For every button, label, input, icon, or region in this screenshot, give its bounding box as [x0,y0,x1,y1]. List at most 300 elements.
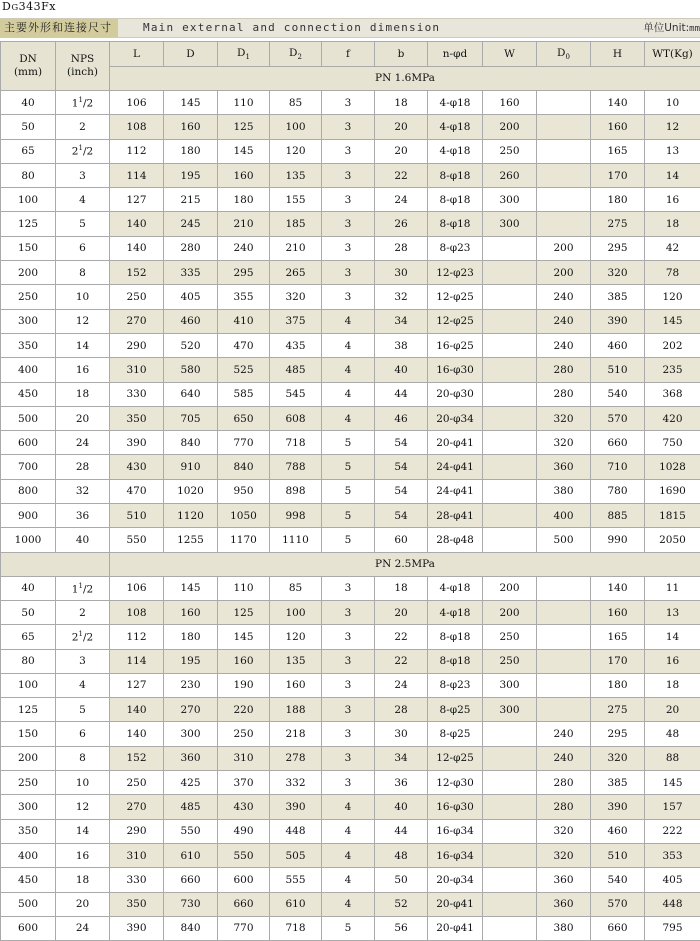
cell-h: 660 [591,431,645,455]
cell-h: 165 [591,625,645,649]
cell-l: 470 [110,479,164,503]
cell-bolt-holes: 8-φ25 [428,698,483,722]
cell-l: 106 [110,91,164,115]
cell-d0: 380 [537,479,591,503]
cell-f: 4 [322,333,375,357]
cell-dn: 300 [1,309,56,333]
cell-bolt-holes: 20-φ41 [428,892,483,916]
cell-d: 485 [164,795,218,819]
cell-d2: 278 [270,746,322,770]
cell-l: 140 [110,698,164,722]
header-d1: $D_1$ [218,42,270,67]
cell-bolt-holes: 4-φ18 [428,91,483,115]
pressure-row-2 [1,552,700,576]
cell-h: 160 [591,600,645,624]
cell-d: 145 [164,91,218,115]
cell-f: 4 [322,406,375,430]
cell-bolt-holes: 20-φ41 [428,916,483,940]
cell-h: 385 [591,771,645,795]
cell-d0 [537,673,591,697]
cell-h: 660 [591,916,645,940]
cell-h: 390 [591,309,645,333]
cell-w: 250 [483,139,537,163]
cell-f: 3 [322,236,375,260]
cell-w: 300 [483,212,537,236]
cell-b: 24 [375,188,428,212]
cell-d0: 240 [537,309,591,333]
cell-dn: 150 [1,236,56,260]
cell-d1: 145 [218,625,270,649]
cell-f: 3 [322,139,375,163]
cell-d0: 280 [537,382,591,406]
cell-f: 3 [322,285,375,309]
table-row [1,309,700,333]
cell-b: 22 [375,649,428,673]
header-bolt-holes: n-φd [428,42,483,67]
cell-nps: 12 [56,309,110,333]
cell-b: 30 [375,722,428,746]
cell-weight: 405 [645,868,700,892]
table-row [1,916,700,940]
cell-dn: 500 [1,892,56,916]
cell-bolt-holes: 12-φ25 [428,309,483,333]
cell-nps: 3 [56,163,110,187]
cell-nps: 24 [56,431,110,455]
cell-w [483,771,537,795]
cell-nps: 8 [56,261,110,285]
cell-d: 230 [164,673,218,697]
header-f: f [322,42,375,67]
cell-d0 [537,115,591,139]
cell-d: 280 [164,236,218,260]
cell-d1: 430 [218,795,270,819]
cell-nps: 8 [56,746,110,770]
cell-w [483,722,537,746]
cell-l: 270 [110,309,164,333]
cell-bolt-holes: 20-φ34 [428,868,483,892]
cell-weight: 13 [645,600,700,624]
cell-dn: 50 [1,600,56,624]
cell-weight: 145 [645,309,700,333]
cell-bolt-holes: 8-φ23 [428,673,483,697]
cell-f: 4 [322,795,375,819]
cell-nps: 6 [56,722,110,746]
cell-dn: 125 [1,698,56,722]
cell-dn: 50 [1,115,56,139]
table-row [1,673,700,697]
cell-b: 44 [375,382,428,406]
cell-l: 330 [110,382,164,406]
cell-f: 3 [322,163,375,187]
cell-l: 250 [110,285,164,309]
cell-b: 34 [375,746,428,770]
cell-nps: $1^1/2$ [56,576,110,600]
cell-dn: 400 [1,358,56,382]
table-row [1,455,700,479]
table-row [1,795,700,819]
cell-d: 195 [164,649,218,673]
cell-d0 [537,163,591,187]
table-row [1,600,700,624]
table-row [1,212,700,236]
table-row [1,746,700,770]
cell-l: 510 [110,504,164,528]
cell-dn: 800 [1,479,56,503]
cell-weight: 10 [645,91,700,115]
cell-d: 425 [164,771,218,795]
cell-nps: 20 [56,406,110,430]
cell-bolt-holes: 24-φ41 [428,479,483,503]
cell-nps: 10 [56,285,110,309]
cell-bolt-holes: 24-φ41 [428,455,483,479]
cell-d1: 600 [218,868,270,892]
table-row [1,431,700,455]
cell-w [483,358,537,382]
cell-d: 1120 [164,504,218,528]
cell-d1: 490 [218,819,270,843]
cell-d: 840 [164,431,218,455]
cell-d: 360 [164,746,218,770]
cell-b: 28 [375,698,428,722]
cell-dn: 350 [1,333,56,357]
header-b: b [375,42,428,67]
cell-b: 22 [375,163,428,187]
cell-b: 18 [375,91,428,115]
cell-f: 4 [322,819,375,843]
cell-d2: 998 [270,504,322,528]
header-w: W [483,42,537,67]
cell-nps: 32 [56,479,110,503]
cell-d0: 320 [537,431,591,455]
cell-b: 52 [375,892,428,916]
cell-d1: 950 [218,479,270,503]
cell-f: 5 [322,479,375,503]
cell-w: 300 [483,673,537,697]
cell-nps: 14 [56,333,110,357]
cell-d2: 120 [270,139,322,163]
cell-d1: 770 [218,431,270,455]
cell-d1: 180 [218,188,270,212]
cell-nps: 18 [56,868,110,892]
cell-d: 640 [164,382,218,406]
cell-d2: 390 [270,795,322,819]
header-nps: NPS (inch) [56,42,110,91]
unit-label-text: 单位Unit: [643,22,689,34]
cell-b: 48 [375,843,428,867]
cell-b: 50 [375,868,428,892]
cell-d2: 545 [270,382,322,406]
cell-w: 260 [483,163,537,187]
cell-b: 36 [375,771,428,795]
cell-weight: 1690 [645,479,700,503]
cell-d: 705 [164,406,218,430]
cell-f: 3 [322,212,375,236]
cell-b: 40 [375,358,428,382]
unit-value: mm [689,24,700,34]
cell-dn: 65 [1,139,56,163]
cell-h: 295 [591,236,645,260]
cell-f: 3 [322,115,375,139]
cell-h: 180 [591,188,645,212]
cell-h: 510 [591,358,645,382]
cell-h: 540 [591,868,645,892]
cell-d2: 1110 [270,528,322,552]
header-l: L [110,42,164,67]
header-row [1,42,700,67]
cell-d1: 160 [218,163,270,187]
cell-l: 550 [110,528,164,552]
cell-weight: 202 [645,333,700,357]
cell-h: 460 [591,819,645,843]
cell-d2: 265 [270,261,322,285]
cell-b: 54 [375,479,428,503]
cell-d: 160 [164,115,218,139]
cell-f: 3 [322,188,375,212]
cell-d2: 718 [270,431,322,455]
cell-d1: 410 [218,309,270,333]
cell-h: 460 [591,333,645,357]
cell-d2: 218 [270,722,322,746]
cell-bolt-holes: 16-φ34 [428,843,483,867]
cell-d1: 650 [218,406,270,430]
cell-dn: 600 [1,916,56,940]
cell-d1: 110 [218,576,270,600]
cell-w [483,333,537,357]
cell-d1: 1050 [218,504,270,528]
cell-d2: 85 [270,91,322,115]
cell-f: 3 [322,600,375,624]
cell-bolt-holes: 4-φ18 [428,600,483,624]
cell-h: 165 [591,139,645,163]
cell-f: 3 [322,746,375,770]
cell-d: 335 [164,261,218,285]
cell-bolt-holes: 8-φ18 [428,625,483,649]
cell-dn: 250 [1,285,56,309]
cell-weight: 1815 [645,504,700,528]
cell-d: 160 [164,600,218,624]
cell-d2: 448 [270,819,322,843]
cell-w: 300 [483,188,537,212]
cell-dn: 150 [1,722,56,746]
cell-w [483,261,537,285]
cell-nps: 14 [56,819,110,843]
table-row [1,771,700,795]
cell-bolt-holes: 16-φ30 [428,358,483,382]
cell-nps: 16 [56,843,110,867]
cell-nps: 12 [56,795,110,819]
cell-dn: 300 [1,795,56,819]
cell-d0: 280 [537,795,591,819]
table-row [1,285,700,309]
cell-bolt-holes: 8-φ18 [428,188,483,212]
table-row [1,382,700,406]
cell-l: 390 [110,431,164,455]
cell-d: 660 [164,868,218,892]
cell-nps: 10 [56,771,110,795]
cell-nps: 2 [56,115,110,139]
cell-d1: 525 [218,358,270,382]
cell-d0 [537,139,591,163]
cell-weight: 12 [645,115,700,139]
cell-b: 20 [375,139,428,163]
cell-dn: 600 [1,431,56,455]
cell-d2: 120 [270,625,322,649]
cell-w [483,892,537,916]
cell-d2: 610 [270,892,322,916]
cell-weight: 448 [645,892,700,916]
cell-f: 3 [322,261,375,285]
cell-l: 127 [110,188,164,212]
cell-h: 275 [591,212,645,236]
cell-d2: 898 [270,479,322,503]
cell-w [483,746,537,770]
cell-dn: 350 [1,819,56,843]
cell-dn: 40 [1,91,56,115]
cell-d1: 220 [218,698,270,722]
cell-d2: 85 [270,576,322,600]
cell-weight: 16 [645,188,700,212]
cell-b: 54 [375,431,428,455]
cell-d0: 240 [537,285,591,309]
table-header [1,42,700,91]
cell-h: 385 [591,285,645,309]
cell-bolt-holes: 20-φ30 [428,382,483,406]
cell-f: 3 [322,698,375,722]
cell-b: 38 [375,333,428,357]
cell-weight: 353 [645,843,700,867]
cell-b: 18 [375,576,428,600]
cell-weight: 48 [645,722,700,746]
table-row [1,91,700,115]
cell-bolt-holes: 16-φ30 [428,795,483,819]
cell-weight: 235 [645,358,700,382]
cell-d0 [537,91,591,115]
cell-dn: 65 [1,625,56,649]
cell-w: 200 [483,576,537,600]
cell-w: 250 [483,625,537,649]
cell-d2: 375 [270,309,322,333]
cell-d1: 250 [218,722,270,746]
cell-d0: 240 [537,722,591,746]
cell-h: 710 [591,455,645,479]
cell-weight: 88 [645,746,700,770]
cell-w [483,406,537,430]
cell-f: 5 [322,504,375,528]
cell-d: 180 [164,625,218,649]
cell-dn: 100 [1,188,56,212]
cell-d0 [537,188,591,212]
cell-d: 180 [164,139,218,163]
cell-dn: 450 [1,868,56,892]
cell-l: 140 [110,722,164,746]
cell-h: 180 [591,673,645,697]
cell-nps: 5 [56,212,110,236]
cell-f: 3 [322,722,375,746]
cell-b: 54 [375,455,428,479]
cell-nps: 20 [56,892,110,916]
cell-bolt-holes: 28-φ48 [428,528,483,552]
cell-l: 310 [110,843,164,867]
cell-d2: 505 [270,843,322,867]
cell-h: 275 [591,698,645,722]
cell-weight: 1028 [645,455,700,479]
cell-dn: 200 [1,261,56,285]
header-d2: $D_2$ [270,42,322,67]
cell-l: 290 [110,333,164,357]
cell-d0: 320 [537,406,591,430]
cell-weight: 420 [645,406,700,430]
cell-w: 160 [483,91,537,115]
cell-w: 250 [483,649,537,673]
cell-d2: 188 [270,698,322,722]
cell-d0: 280 [537,358,591,382]
cell-d1: 310 [218,746,270,770]
cell-b: 46 [375,406,428,430]
title-chinese: 主要外形和连接尺寸 [0,19,118,37]
cell-weight: 13 [645,139,700,163]
cell-d2: 608 [270,406,322,430]
cell-d0 [537,625,591,649]
cell-bolt-holes: 12-φ23 [428,261,483,285]
cell-weight: 750 [645,431,700,455]
table-row [1,625,700,649]
cell-d: 910 [164,455,218,479]
cell-l: 114 [110,649,164,673]
cell-d1: 295 [218,261,270,285]
cell-d0: 240 [537,333,591,357]
cell-l: 310 [110,358,164,382]
table-row [1,163,700,187]
cell-weight: 795 [645,916,700,940]
table-row [1,333,700,357]
cell-b: 34 [375,309,428,333]
cell-d: 1255 [164,528,218,552]
cell-d0: 320 [537,843,591,867]
cell-d2: 320 [270,285,322,309]
cell-nps: $1^1/2$ [56,91,110,115]
cell-weight: 145 [645,771,700,795]
cell-bolt-holes: 8-φ25 [428,722,483,746]
cell-dn: 80 [1,649,56,673]
cell-nps: 5 [56,698,110,722]
cell-w [483,504,537,528]
table-body [1,91,700,941]
cell-d1: 125 [218,115,270,139]
cell-dn: 700 [1,455,56,479]
cell-d0: 200 [537,261,591,285]
model-subscript: G [11,3,18,13]
cell-h: 320 [591,261,645,285]
cell-bolt-holes: 8-φ18 [428,163,483,187]
cell-weight: 11 [645,576,700,600]
cell-nps: 4 [56,673,110,697]
cell-w [483,819,537,843]
cell-h: 390 [591,795,645,819]
cell-d2: 555 [270,868,322,892]
cell-d: 580 [164,358,218,382]
table-row [1,139,700,163]
cell-h: 295 [591,722,645,746]
cell-nps: 2 [56,600,110,624]
cell-w [483,479,537,503]
cell-d: 405 [164,285,218,309]
cell-b: 28 [375,236,428,260]
cell-d0: 360 [537,455,591,479]
cell-h: 510 [591,843,645,867]
cell-l: 290 [110,819,164,843]
cell-d: 460 [164,309,218,333]
cell-d1: 550 [218,843,270,867]
